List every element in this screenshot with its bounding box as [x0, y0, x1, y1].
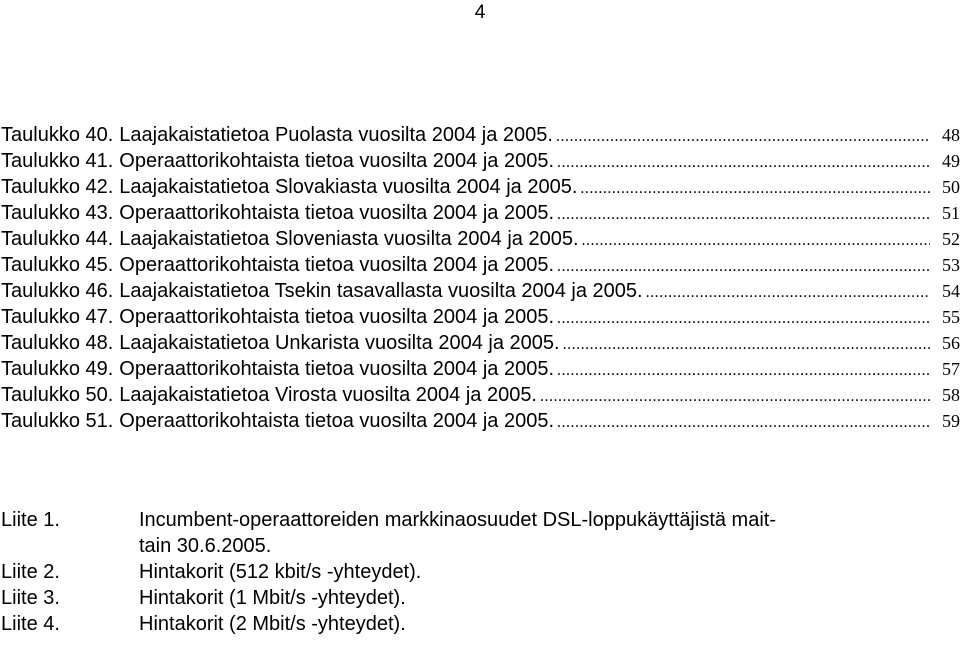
toc-entry-label: Taulukko 43.: [1, 202, 114, 224]
toc-entry-label: Taulukko 47.: [1, 306, 114, 328]
dot-leader: [579, 232, 930, 250]
toc-entry-label: Taulukko 42.: [1, 176, 114, 198]
dot-leader: [643, 284, 930, 302]
toc-entry-page: 54: [942, 281, 960, 301]
dot-leader: [553, 128, 930, 146]
toc-entry-page: 55: [942, 307, 960, 327]
appendix-entry[interactable]: [0, 611, 960, 637]
toc-entry-title: Laajakaistatietoa Puolasta vuosilta 2004 ja 2005.: [119, 124, 553, 146]
toc-entry-title: Laajakaistatietoa Slovakiasta vuosilta 2004 ja 2005.: [119, 176, 578, 198]
toc-entry-page: 57: [942, 359, 960, 379]
toc-entry[interactable]: [0, 280, 960, 306]
dot-leader: [554, 362, 930, 380]
dot-leader: [554, 414, 930, 432]
toc-entry[interactable]: [0, 150, 960, 176]
dot-leader: [560, 336, 930, 354]
toc-entry-title: Laajakaistatietoa Unkarista vuosilta 2004 ja 2005.: [119, 332, 560, 354]
appendix-text: Hintakorit (2 Mbit/s -yhteydet).: [139, 613, 406, 635]
toc-entry-label: Taulukko 51.: [1, 410, 114, 432]
toc-entry-page: 49: [942, 151, 960, 171]
dot-leader: [577, 180, 930, 198]
toc-entry-label: Taulukko 46.: [1, 280, 114, 302]
appendix-text: Hintakorit (1 Mbit/s -yhteydet).: [139, 587, 406, 609]
toc-entry-title: Operaattorikohtaista tietoa vuosilta 2004 ja 2005.: [119, 410, 555, 432]
appendix-entry[interactable]: [0, 585, 960, 611]
toc-entry-label: Taulukko 41.: [1, 150, 114, 172]
toc-entry-page: 51: [942, 203, 960, 223]
appendix-label: Liite 2.: [1, 561, 60, 583]
appendix-list: [0, 507, 960, 637]
dot-leader: [537, 388, 930, 406]
toc-entry[interactable]: [0, 254, 960, 280]
toc-entry[interactable]: [0, 202, 960, 228]
appendix-entry[interactable]: [0, 507, 960, 559]
toc-entry[interactable]: [0, 410, 960, 436]
toc-entry-label: Taulukko 44.: [1, 228, 114, 250]
toc-entry-page: 50: [942, 177, 960, 197]
toc-entry-title: Laajakaistatietoa Sloveniasta vuosilta 2004 ja 2005.: [119, 228, 579, 250]
dot-leader: [554, 310, 930, 328]
toc-entry-title: Laajakaistatietoa Tsekin tasavallasta vuosilta 2004 ja 2005.: [119, 280, 643, 302]
toc-entry[interactable]: [0, 228, 960, 254]
dot-leader: [554, 154, 930, 172]
toc-entry-label: Taulukko 40.: [1, 124, 114, 146]
toc-entry-title: Operaattorikohtaista tietoa vuosilta 2004 ja 2005.: [119, 306, 555, 328]
toc-entry-page: 52: [942, 229, 960, 249]
toc-entry-label: Taulukko 45.: [1, 254, 114, 276]
table-of-contents-list: [0, 124, 960, 436]
toc-entry[interactable]: [0, 306, 960, 332]
page-number: 4: [474, 2, 486, 23]
toc-entry[interactable]: [0, 358, 960, 384]
toc-entry-page: 48: [942, 125, 960, 145]
toc-entry-title: Operaattorikohtaista tietoa vuosilta 2004 ja 2005.: [119, 254, 555, 276]
appendix-label: Liite 4.: [1, 613, 60, 635]
toc-entry-label: Taulukko 50.: [1, 384, 114, 406]
toc-entry-page: 59: [942, 411, 960, 431]
toc-entry[interactable]: [0, 124, 960, 150]
appendix-label: Liite 3.: [1, 587, 60, 609]
toc-entry-page: 58: [942, 385, 960, 405]
toc-entry-page: 53: [942, 255, 960, 275]
dot-leader: [554, 206, 930, 224]
toc-entry[interactable]: [0, 384, 960, 410]
toc-entry[interactable]: [0, 176, 960, 202]
toc-entry-title: Operaattorikohtaista tietoa vuosilta 2004 ja 2005.: [119, 150, 555, 172]
toc-entry[interactable]: [0, 332, 960, 358]
toc-entry-page: 56: [942, 333, 960, 353]
toc-entry-title: Operaattorikohtaista tietoa vuosilta 2004 ja 2005.: [119, 202, 555, 224]
toc-entry-title: Laajakaistatietoa Virosta vuosilta 2004 ja 2005.: [119, 384, 537, 406]
toc-entry-label: Taulukko 48.: [1, 332, 114, 354]
dot-leader: [554, 258, 930, 276]
appendix-text: Incumbent-operaattoreiden markkinaosuudet DSL-loppukäyttäjistä mait-: [139, 509, 777, 531]
appendix-text-continuation: tain 30.6.2005.: [139, 535, 272, 557]
appendix-label-spacer: [0, 533, 139, 559]
appendix-entry[interactable]: [0, 559, 960, 585]
appendix-text: Hintakorit (512 kbit/s -yhteydet).: [139, 561, 422, 583]
appendix-label: Liite 1.: [1, 509, 60, 531]
toc-entry-label: Taulukko 49.: [1, 358, 114, 380]
toc-entry-title: Operaattorikohtaista tietoa vuosilta 2004 ja 2005.: [119, 358, 555, 380]
